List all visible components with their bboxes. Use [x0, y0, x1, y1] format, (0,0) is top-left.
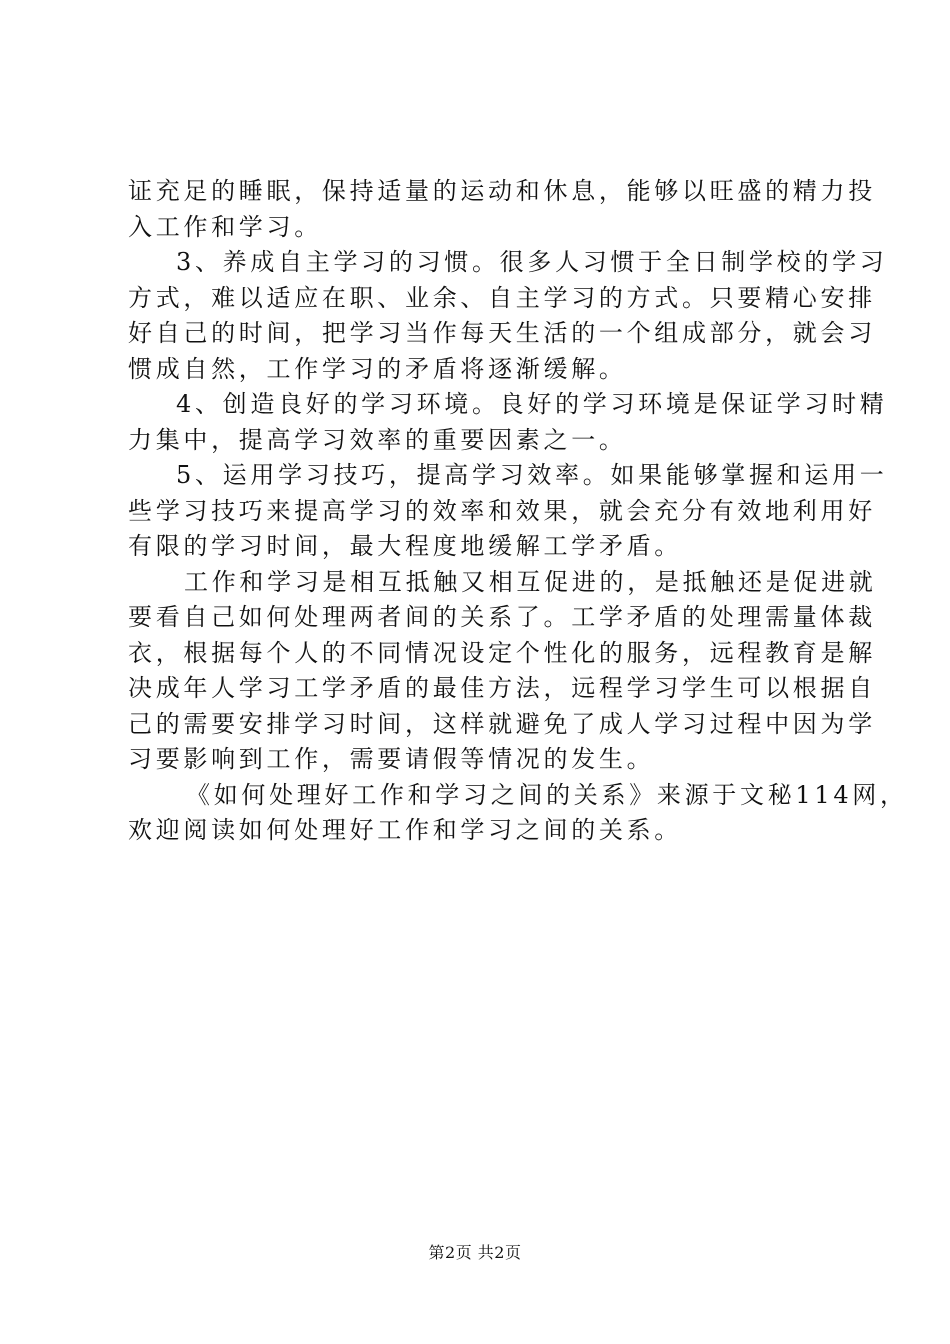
text-line: 有限的学习时间，最大程度地缓解工学矛盾。 [128, 532, 682, 560]
text-line: 5、运用学习技巧，提高学习效率。如果能够掌握和运用一 [176, 461, 888, 489]
text-line: 决成年人学习工学矛盾的最佳方法，远程学习学生可以根据自 [128, 674, 876, 702]
text-line: 己的需要安排学习时间，这样就避免了成人学习过程中因为学 [128, 709, 876, 738]
text-line: 欢迎阅读如何处理好工作和学习之间的关系。 [128, 816, 682, 844]
text-line: 3、养成自主学习的习惯。很多人习惯于全日制学校的学习 [176, 248, 888, 276]
document-body [128, 174, 908, 849]
text-line: 《如何处理好工作和学习之间的关系》来源于文秘114网， [186, 780, 908, 809]
text-line: 入工作和学习。 [128, 212, 322, 241]
text-line: 要看自己如何处理两者间的关系了。工学矛盾的处理需量体裁 [128, 603, 876, 631]
text-line: 惯成自然，工作学习的矛盾将逐渐缓解。 [128, 354, 627, 383]
text-line: 衣，根据每个人的不同情况设定个性化的服务，远程教育是解 [128, 638, 876, 667]
text-line: 方式，难以适应在职、业余、自主学习的方式。只要精心安排 [128, 283, 876, 312]
text-line: 4、创造良好的学习环境。良好的学习环境是保证学习时精 [176, 390, 888, 418]
text-line: 习要影响到工作，需要请假等情况的发生。 [128, 745, 655, 773]
text-line: 些学习技巧来提高学习的效率和效果，就会充分有效地利用好 [128, 496, 876, 525]
text-line: 证充足的睡眠，保持适量的运动和休息，能够以旺盛的精力投 [128, 177, 876, 205]
text-line: 好自己的时间，把学习当作每天生活的一个组成部分，就会习 [128, 319, 876, 347]
text-line: 工作和学习是相互抵触又相互促进的，是抵触还是促进就 [184, 567, 877, 596]
text-line: 力集中，提高学习效率的重要因素之一。 [128, 425, 627, 454]
page-number: 第2页 共2页 [428, 1243, 522, 1262]
